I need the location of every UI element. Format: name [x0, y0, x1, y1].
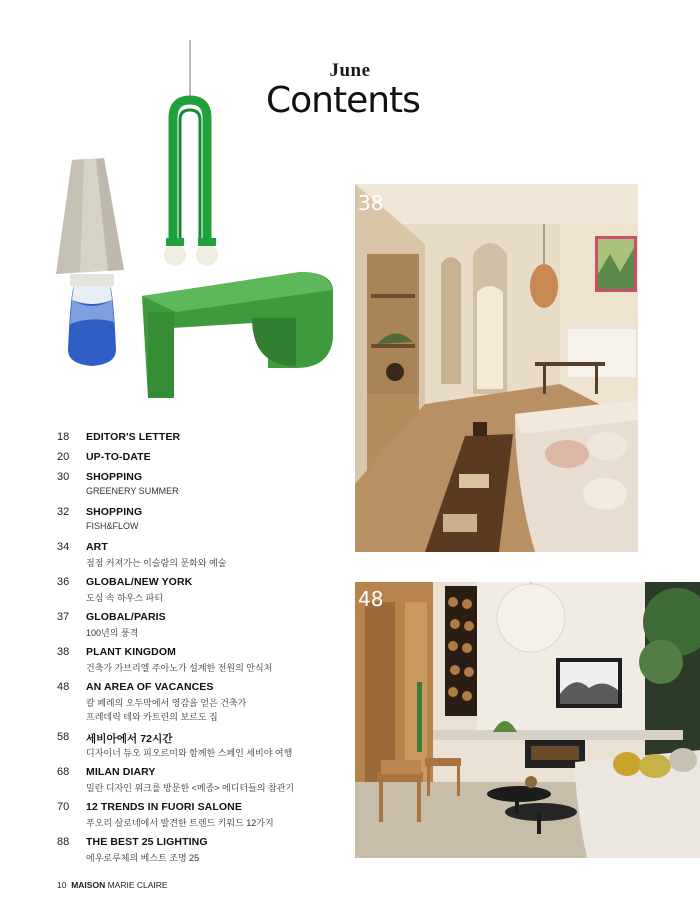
publisher-name: MARIE CLAIRE	[107, 880, 168, 890]
photo-number-label: 48	[358, 587, 384, 611]
toc-page-number: 48	[57, 681, 70, 693]
toc-page-number: 20	[57, 451, 70, 463]
toc-title: AN AREA OF VACANCES	[86, 681, 214, 693]
toc-page-number: 34	[57, 541, 70, 553]
toc-title: GLOBAL/NEW YORK	[86, 576, 193, 588]
toc-page-number: 37	[57, 611, 70, 623]
lounge-scene	[355, 582, 700, 858]
interior-living-room-photo	[355, 184, 638, 552]
pendant-light-image	[164, 40, 218, 266]
photo-number-label: 38	[358, 191, 384, 215]
month-label: June	[329, 60, 371, 81]
toc-subtitle: 100년의 풍격	[86, 628, 139, 638]
toc-title: GLOBAL/PARIS	[86, 611, 166, 623]
toc-subtitle: 칼 페레의 오두막에서 영감을 얻은 건축가	[86, 698, 247, 708]
toc-page-number: 32	[57, 506, 70, 518]
brand-name: MAISON	[71, 880, 106, 890]
green-bench-image	[142, 272, 333, 398]
page-title: Contents	[266, 80, 420, 121]
toc-subtitle: 푸오리 살로네에서 발견한 트렌드 키워드 12가지	[86, 818, 274, 828]
toc-title: UP-TO-DATE	[86, 451, 151, 463]
table-lamp-image	[56, 158, 124, 366]
toc-page-number: 30	[57, 471, 70, 483]
toc-page-number: 36	[57, 576, 70, 588]
toc-subtitle: 건축가 가브리엘 주아노가 설계한 전원의 안식처	[86, 663, 273, 673]
toc-title: ART	[86, 541, 108, 553]
toc-subtitle: 밀란 디자인 위크를 방문한 <메종> 에디터들의 참관기	[86, 783, 295, 793]
page-footer	[57, 880, 168, 890]
toc-subtitle: GREENERY SUMMER	[86, 486, 179, 496]
toc-page-number: 58	[57, 731, 70, 743]
living-room-scene	[355, 184, 638, 552]
toc-subtitle: 디자이너 듀오 피오르미와 함께한 스페인 세비야 여행	[86, 748, 293, 758]
toc-subtitle: 점점 커져가는 이슬람의 문화와 예술	[86, 558, 227, 568]
toc-title: 12 TRENDS IN FUORI SALONE	[86, 801, 242, 813]
toc-page-number: 68	[57, 766, 70, 778]
toc-title: PLANT KINGDOM	[86, 646, 176, 658]
toc-subtitle: 에우로루체의 베스트 조명 25	[86, 853, 200, 863]
interior-lounge-photo	[355, 582, 700, 858]
toc-subtitle: 프레데릭 테와 카트린의 보르도 집	[86, 712, 218, 722]
toc-page-number: 38	[57, 646, 70, 658]
toc-title: THE BEST 25 LIGHTING	[86, 836, 208, 848]
toc-page-number: 70	[57, 801, 70, 813]
toc-title: SHOPPING	[86, 506, 143, 518]
toc-title: SHOPPING	[86, 471, 143, 483]
toc-page-number: 88	[57, 836, 70, 848]
folio-number: 10	[57, 880, 67, 890]
toc-subtitle: FISH&FLOW	[86, 521, 139, 531]
toc-subtitle: 도심 속 하우스 파티	[86, 593, 164, 603]
toc-title: MILAN DIARY	[86, 766, 156, 778]
toc-title: 세비아에서 72시간	[86, 733, 173, 745]
toc-title: EDITOR'S LETTER	[86, 431, 181, 443]
toc-page-number: 18	[57, 431, 70, 443]
